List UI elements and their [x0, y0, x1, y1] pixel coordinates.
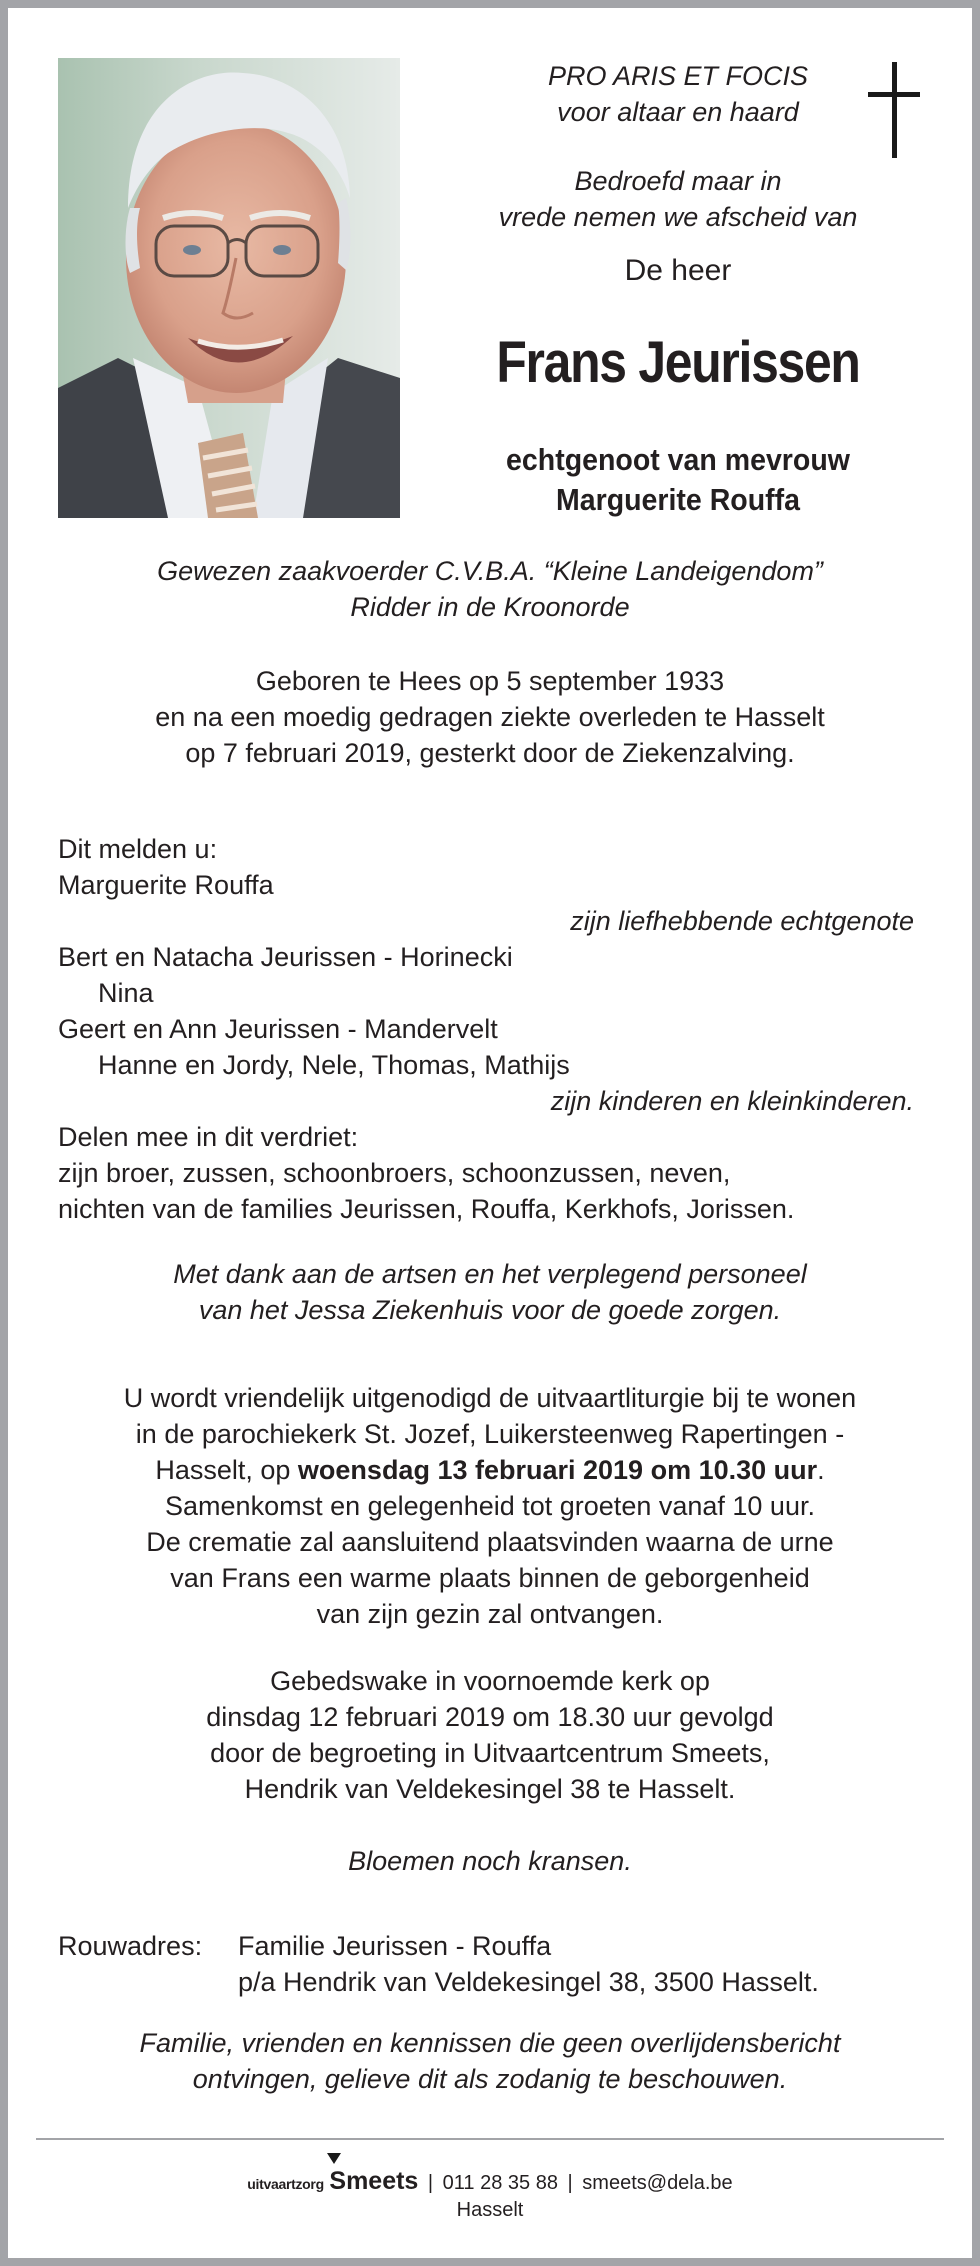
family-line: Geert en Ann Jeurissen - Mandervelt: [58, 1014, 498, 1044]
liturgy-line: Hasselt, op woensdag 13 februari 2019 om 10.30 uur.: [155, 1455, 825, 1485]
portrait-illustration: [58, 58, 400, 518]
family-line: Hanne en Jordy, Nele, Thomas, Mathijs: [98, 1050, 570, 1080]
family-line: nichten van de families Jeurissen, Rouffa, Kerkhofs, Jorissen.: [58, 1194, 795, 1224]
birth-death-text: [58, 663, 922, 771]
footer-city: Hasselt: [456, 2199, 524, 2221]
address-street: p/a Hendrik van Veldekesingel 38, 3500 Hasselt.: [238, 1967, 819, 1997]
separator: |: [427, 2172, 434, 2194]
liturgy-line: in de parochiekerk St. Jozef, Luikersteenweg Rapertingen -: [135, 1419, 845, 1449]
family-line: zijn broer, zussen, schoonbroers, schoonzussen, neven,: [58, 1158, 731, 1188]
death-line: en na een moedig gedragen ziekte overleden te Hasselt: [155, 702, 825, 732]
triangle-icon: [327, 2153, 341, 2164]
thanks-line: van het Jessa Ziekenhuis voor de goede zorgen.: [198, 1295, 782, 1325]
family-line: Dit melden u:: [58, 834, 218, 864]
address-label: Rouwadres:: [58, 1931, 203, 1961]
family-line: Nina: [98, 978, 154, 1008]
mourning-address: [58, 1928, 922, 2000]
thanks-line: Met dank aan de artsen en het verplegend personeel: [173, 1259, 807, 1289]
family-line: Marguerite Rouffa: [58, 870, 274, 900]
footer-contact: [58, 2168, 922, 2197]
address-family: Familie Jeurissen - Rouffa: [238, 1931, 552, 1961]
notice-text: [58, 2025, 922, 2097]
honor-line: Ridder in de Kroonorde: [350, 592, 630, 622]
liturgy-line: van Frans een warme plaats binnen de geborgenheid: [170, 1563, 810, 1593]
liturgy-line: Samenkomst en gelegenheid tot groeten vanaf 10 uur.: [165, 1491, 815, 1521]
vigil-line: Gebedswake in voornoemde kerk op: [270, 1666, 710, 1696]
spouse-relation: echtgenoot van mevrouw: [506, 442, 850, 477]
notice-line: Familie, vrienden en kennissen die geen overlijdensbericht: [139, 2028, 841, 2058]
vigil-line: Hendrik van Veldekesingel 38 te Hasselt.: [244, 1774, 736, 1804]
thanks-text: [58, 1256, 922, 1328]
liturgy-datetime: woensdag 13 februari 2019 om 10.30 uur: [297, 1455, 818, 1485]
brand-name: Smeets: [329, 2167, 418, 2195]
footer-divider: [36, 2138, 944, 2140]
phone-number[interactable]: 011 28 35 88: [442, 2172, 558, 2194]
birth-line: Geboren te Hees op 5 september 1933: [255, 666, 725, 696]
notice-line: ontvingen, gelieve dit als zodanig te beschouwen.: [192, 2064, 788, 2094]
cross-icon: [868, 62, 920, 158]
deceased-name: Frans Jeurissen: [496, 330, 860, 395]
vigil-text: [58, 1663, 922, 1807]
family-relation: zijn kinderen en kleinkinderen.: [550, 1086, 914, 1116]
vigil-line: door de begroeting in Uitvaartcentrum Smeets,: [210, 1738, 770, 1768]
liturgy-line: U wordt vriendelijk uitgenodigd de uitvaartliturgie bij te wonen: [123, 1383, 857, 1413]
motto-dutch: voor altaar en haard: [557, 97, 799, 127]
email-link[interactable]: smeets@dela.be: [582, 2172, 733, 2194]
footer: [58, 2168, 922, 2223]
farewell-line: vrede nemen we afscheid van: [498, 202, 858, 232]
farewell-line: Bedroefd maar in: [574, 166, 782, 196]
vigil-line: dinsdag 12 februari 2019 om 18.30 uur gevolgd: [206, 1702, 774, 1732]
honorific-title: De heer: [624, 254, 732, 287]
liturgy-line: van zijn gezin zal ontvangen.: [316, 1599, 664, 1629]
brand-prefix: uitvaartzorg: [247, 2176, 324, 2192]
motto: [408, 58, 948, 130]
motto-latin: PRO ARIS ET FOCIS: [547, 61, 809, 91]
spouse-text: [430, 440, 927, 520]
separator: |: [567, 2172, 573, 2194]
flowers-note: Bloemen noch kransen.: [348, 1846, 632, 1876]
death-date-line: op 7 februari 2019, gesterkt door de Ziekenzalving.: [185, 738, 795, 768]
liturgy-line: De crematie zal aansluitend plaatsvinden waarna de urne: [146, 1527, 834, 1557]
family-line: Delen mee in dit verdriet:: [58, 1122, 359, 1152]
portrait-photo: [58, 58, 400, 518]
career-line: Gewezen zaakvoerder C.V.B.A. “Kleine Landeigendom”: [157, 556, 823, 586]
obituary-sheet: [8, 8, 972, 2258]
family-list: [58, 831, 922, 1227]
family-line: Bert en Natacha Jeurissen - Horinecki: [58, 942, 513, 972]
career-text: [58, 553, 922, 625]
liturgy-text: [58, 1380, 922, 1632]
family-relation: zijn liefhebbende echtgenote: [570, 906, 914, 936]
farewell-text: [408, 163, 948, 235]
spouse-name: Marguerite Rouffa: [555, 482, 801, 517]
